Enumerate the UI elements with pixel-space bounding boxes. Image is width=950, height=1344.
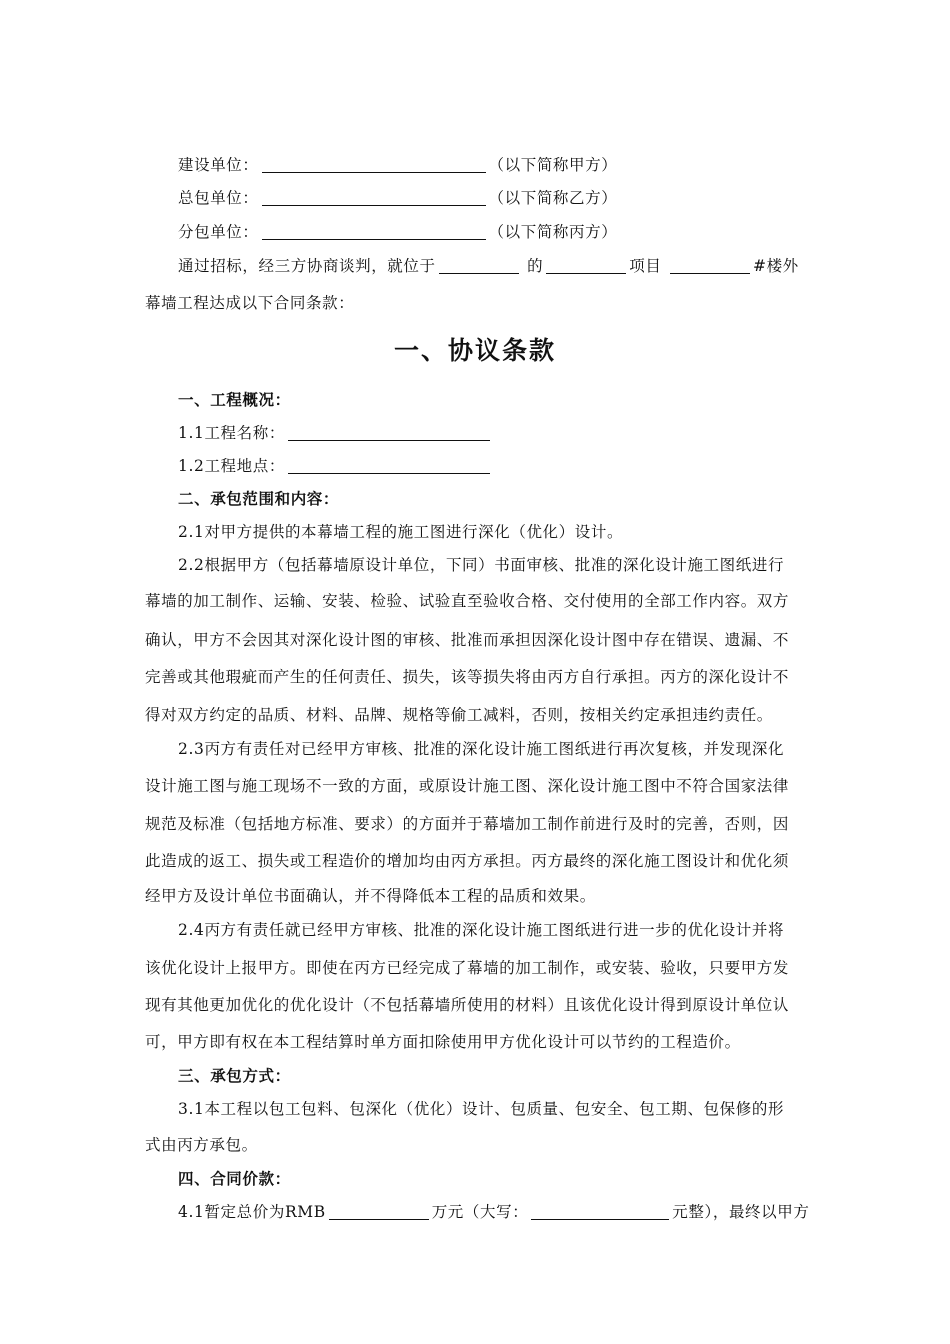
page-bottom-fade [0, 1290, 950, 1344]
project-name-label: 1.1工程名称： [178, 424, 285, 442]
fenbao-label: 分包单位： [178, 223, 259, 241]
section-1-title: 一、工程概况： [178, 391, 291, 409]
s2-line: 规范及标准（包括地方标准、要求）的方面并于幕墙加工制作前进行及时的完善，否则，因 [145, 815, 790, 833]
fenbao-note: （以下简称丙方） [488, 223, 618, 241]
s2-line: 2.4丙方有责任就已经甲方审核、批准的深化设计施工图纸进行进一步的优化设计并将 [178, 921, 785, 939]
s2-line: 设计施工图与施工现场不一致的方面，或原设计施工图、深化设计施工图中不符合国家法律 [145, 777, 790, 795]
zongbao-note: （以下简称乙方） [488, 189, 618, 207]
jianshe-note: （以下简称甲方） [488, 156, 618, 174]
s3-line: 式由丙方承包。 [145, 1136, 258, 1154]
section-4-title: 四、合同价款： [178, 1170, 291, 1188]
intro-line-1 [178, 256, 820, 276]
s2-line: 2.2根据甲方（包括幕墙原设计单位，下同）书面审核、批准的深化设计施工图纸进行 [178, 556, 785, 574]
intro-blank-owner[interactable] [546, 257, 626, 274]
s2-line: 2.1对甲方提供的本幕墙工程的施工图进行深化（优化）设计。 [178, 523, 624, 541]
jianshe-blank[interactable] [262, 156, 486, 173]
fenbao-blank[interactable] [262, 223, 486, 240]
section-2-title: 二、承包范围和内容： [178, 490, 340, 508]
s2-line: 经甲方及设计单位书面确认，并不得降低本工程的品质和效果。 [145, 887, 596, 905]
s2-line: 得对双方约定的品质、材料、品牌、规格等偷工减料，否则，按相关约定承担违约责任。 [145, 706, 773, 724]
section-3-title: 三、承包方式： [178, 1067, 291, 1085]
intro-blank-location[interactable] [439, 257, 519, 274]
s2-line: 现有其他更加优化的优化设计（不包括幕墙所使用的材料）且该优化设计得到原设计单位认 [145, 996, 790, 1014]
zongbao-label: 总包单位： [178, 189, 259, 207]
party-line-fenbao [178, 222, 820, 242]
project-name-blank[interactable] [288, 424, 490, 441]
intro-line-2: 幕墙工程达成以下合同条款： [145, 294, 355, 312]
price-text-2: 万元（大写： [431, 1203, 529, 1221]
s2-line: 此造成的返工、损失或工程造价的增加均由丙方承担。丙方最终的深化施工图设计和优化须 [145, 852, 790, 870]
intro-blank-building[interactable] [670, 257, 750, 274]
intro-text-3: 项目 [629, 257, 662, 275]
intro-text-2: 的 [527, 257, 544, 275]
s2-line: 确认，甲方不会因其对深化设计图的审核、批准而承担因深化设计图中存在错误、遗漏、不 [145, 631, 790, 649]
price-text-3: 元整），最终以甲方 [672, 1203, 810, 1221]
price-text-1: 4.1暂定总价为RMB [178, 1203, 326, 1221]
main-heading: 一、协议条款 [393, 336, 556, 365]
price-line [178, 1202, 820, 1222]
intro-text-1: 通过招标，经三方协商谈判，就位于 [178, 257, 436, 275]
zongbao-blank[interactable] [262, 189, 486, 206]
s2-line: 2.3丙方有责任对已经甲方审核、批准的深化设计施工图纸进行再次复核，并发现深化 [178, 740, 785, 758]
project-place-label: 1.2工程地点： [178, 457, 285, 475]
s2-line: 幕墙的加工制作、运输、安装、检验、试验直至验收合格、交付使用的全部工作内容。双方 [145, 592, 790, 610]
s2-line: 该优化设计上报甲方。即使在丙方已经完成了幕墙的加工制作，或安装、验收，只要甲方发 [145, 959, 790, 977]
s2-line: 可，甲方即有权在本工程结算时单方面扣除使用甲方优化设计可以节约的工程造价。 [145, 1033, 741, 1051]
project-name-line [178, 423, 820, 443]
party-line-zongbao [178, 188, 820, 208]
project-place-blank[interactable] [288, 457, 490, 474]
s3-line: 3.1本工程以包工包料、包深化（优化）设计、包质量、包安全、包工期、包保修的形 [178, 1100, 785, 1118]
price-blank-words[interactable] [531, 1203, 669, 1220]
party-line-jianshe [178, 155, 820, 175]
s2-line: 完善或其他瑕疵而产生的任何责任、损失，该等损失将由丙方自行承担。丙方的深化设计不 [145, 668, 790, 686]
project-place-line [178, 456, 820, 476]
intro-text-4: #楼外 [752, 257, 799, 275]
jianshe-label: 建设单位： [178, 156, 259, 174]
price-blank-amount[interactable] [329, 1203, 429, 1220]
